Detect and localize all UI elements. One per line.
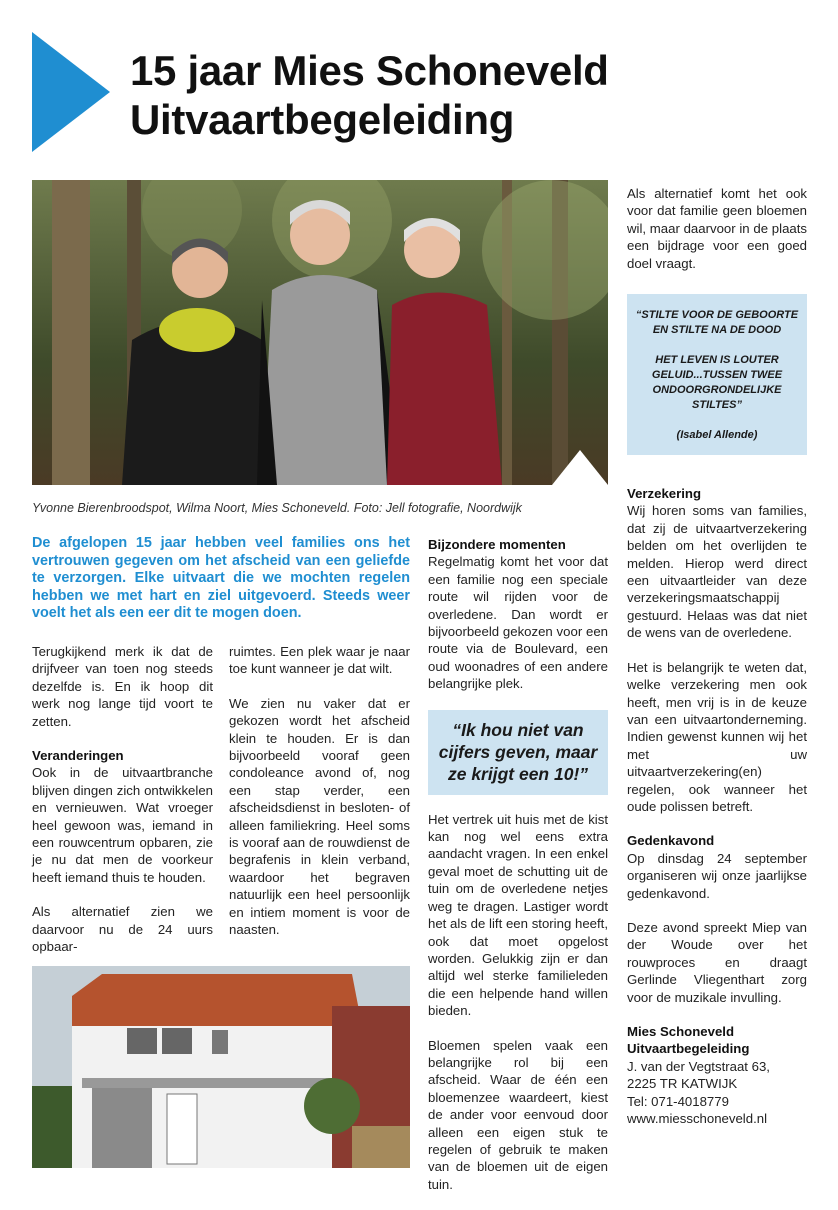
intro-paragraph: De afgelopen 15 jaar hebben veel families ons het vertrouwen gegeven om het afscheid van een geliefde te verzorgen. Elke uitvaart die we mochten regelen hebben we met hart en ziel uitgevoerd. Steeds weer voelt het als een eer dit te mogen doen. xyxy=(32,535,410,621)
phone-number: Tel: 071-4018779 xyxy=(627,1093,729,1109)
column-4 xyxy=(627,185,807,1127)
photo-caption: Yvonne Bierenbroodspot, Wilma Noort, Mies Schoneveld. Foto: Jell fotografie, Noordwijk xyxy=(32,501,522,515)
company-name: Mies Schoneveld xyxy=(627,1024,735,1039)
pull-quote: “Ik hou niet van cijfers geven, maar ze krijgt een 10!” xyxy=(438,719,598,784)
allende-quote-box xyxy=(627,294,807,455)
column-1 xyxy=(32,643,213,973)
quote-author: (Isabel Allende) xyxy=(676,429,758,442)
paragraph: Regelmatig komt het voor dat een familie nog een speciale route wil rijden voor de overledene. Dan wordt er bijvoorbeeld gekozen voor een route via de Boulevard, een oud woonadres of een andere belangrijke plek. xyxy=(428,554,608,692)
team-photo-illustration xyxy=(32,180,608,485)
column-3 xyxy=(428,536,608,1210)
column-2 xyxy=(229,643,410,956)
paragraph: ruimtes. Een plek waar je naar toe kunt wanneer je dat wilt. xyxy=(229,644,410,677)
quote-line-2: HET LEVEN IS LOUTER GELUID...TUSSEN TWEE ONDOORGRONDELIJKE STILTES” xyxy=(651,354,783,412)
paragraph: Op dinsdag 24 september organiseren wij onze jaarlijkse gedenkavond. xyxy=(627,850,807,901)
contact-block xyxy=(627,1058,807,1128)
heading-verzekering: Verzekering xyxy=(627,486,702,502)
paragraph: Terugkijkend merk ik dat de drijfveer van toen nog steeds dezelfde is. En ik hoop dit werk nog lange tijd voort te zetten. xyxy=(32,644,213,729)
heading-gedenkavond: Gedenkavond xyxy=(627,833,715,849)
address-postal: 2225 TR KATWIJK xyxy=(627,1076,738,1092)
pull-quote-box xyxy=(428,710,608,795)
company-subtitle: Uitvaartbegeleiding xyxy=(627,1041,750,1057)
page-title xyxy=(130,46,609,144)
house-photo-illustration xyxy=(32,966,410,1168)
paragraph: Wij horen soms van families, dat zij de uitvaartverzekering belden om het overlijden te melden. Hierop werd direct een uitvaartleider van deze verzekeringsmaatschappij gestuurd. Helaas was dat niet de wens van de overledene. xyxy=(627,503,807,641)
title-line-1: 15 jaar Mies Schoneveld xyxy=(130,47,609,94)
paragraph: Bloemen spelen vaak een belangrijke rol bij een afscheid. Waar de één een bloemenzee waardeert, kiest de ander voor eenvoud door alleen een eigen stuk te regelen of gebruik te maken van de bloemen uit de eigen tuin. xyxy=(428,1037,608,1192)
paragraph: Het is belangrijk te weten dat, welke verzekering men ook heeft, men vrij is in de keuze van een uitvaartonderneming. Indien gewenst kunnen wij het met uw uitvaartverzekering(en) regelen, ook wanneer het oude polissen betreft. xyxy=(627,659,807,814)
paragraph: Ook in de uitvaartbranche blijven dingen zich ontwikkelen en vernieuwen. Wat vroeger heel gewoon was, iemand in een rouwcentrum opbaren, zie je nu dat men de voorkeur heeft iemand thuis te houden. xyxy=(32,765,213,885)
play-triangle-icon xyxy=(32,32,110,152)
title-line-2: Uitvaartbegeleiding xyxy=(130,96,515,143)
paragraph: Deze avond spreekt Miep van der Woude over het rouwproces en draagt Gerlinde Vliegenthart zorg voor de muzikale invulling. xyxy=(627,919,807,1005)
website-link[interactable]: www.miesschoneveld.nl xyxy=(627,1111,767,1127)
paragraph: We zien nu vaker dat er gekozen wordt het afscheid klein te houden. Er is dan bijvoorbeeld vooraf geen condoleance avond of, nog een stap verder, een afscheidsdienst in besloten- of alleen familiekring. Heel soms is vooraf aan de rouwdienst de begrafenis in klein verband, waardoor het begraven natuurlijk een heel persoonlijk en intiem moment is voor de naasten. xyxy=(229,695,410,938)
heading-bijzondere-momenten: Bijzondere momenten xyxy=(428,537,566,552)
heading-veranderingen: Veranderingen xyxy=(32,748,124,764)
paragraph: Het vertrek uit huis met de kist kan nog wel eens extra aandacht vragen. In een enkel geval moet de schutting uit de tuin om de overledene netjes weg te dragen. Lastiger wordt het als de lift een storing heeft, ook dat moet opgelost worden. Gelukkig zijn er dan altijd wel sterke familieleden die een helpende hand willen bieden. xyxy=(428,811,608,1019)
paragraph: Als alternatief komt het ook voor dat familie geen bloemen wil, maar daarvoor in de plaats een bijdrage voor een goed doel vraagt. xyxy=(627,186,807,271)
quote-line-1: “STILTE VOOR DE GEBOORTE EN STILTE NA DE DOOD xyxy=(635,309,799,337)
address-street: J. van der Vegtstraat 63, xyxy=(627,1058,770,1074)
team-photo xyxy=(32,180,608,485)
paragraph: Als alternatief zien we daarvoor nu de 24 uurs opbaar- xyxy=(32,904,213,955)
house-photo xyxy=(32,966,410,1168)
